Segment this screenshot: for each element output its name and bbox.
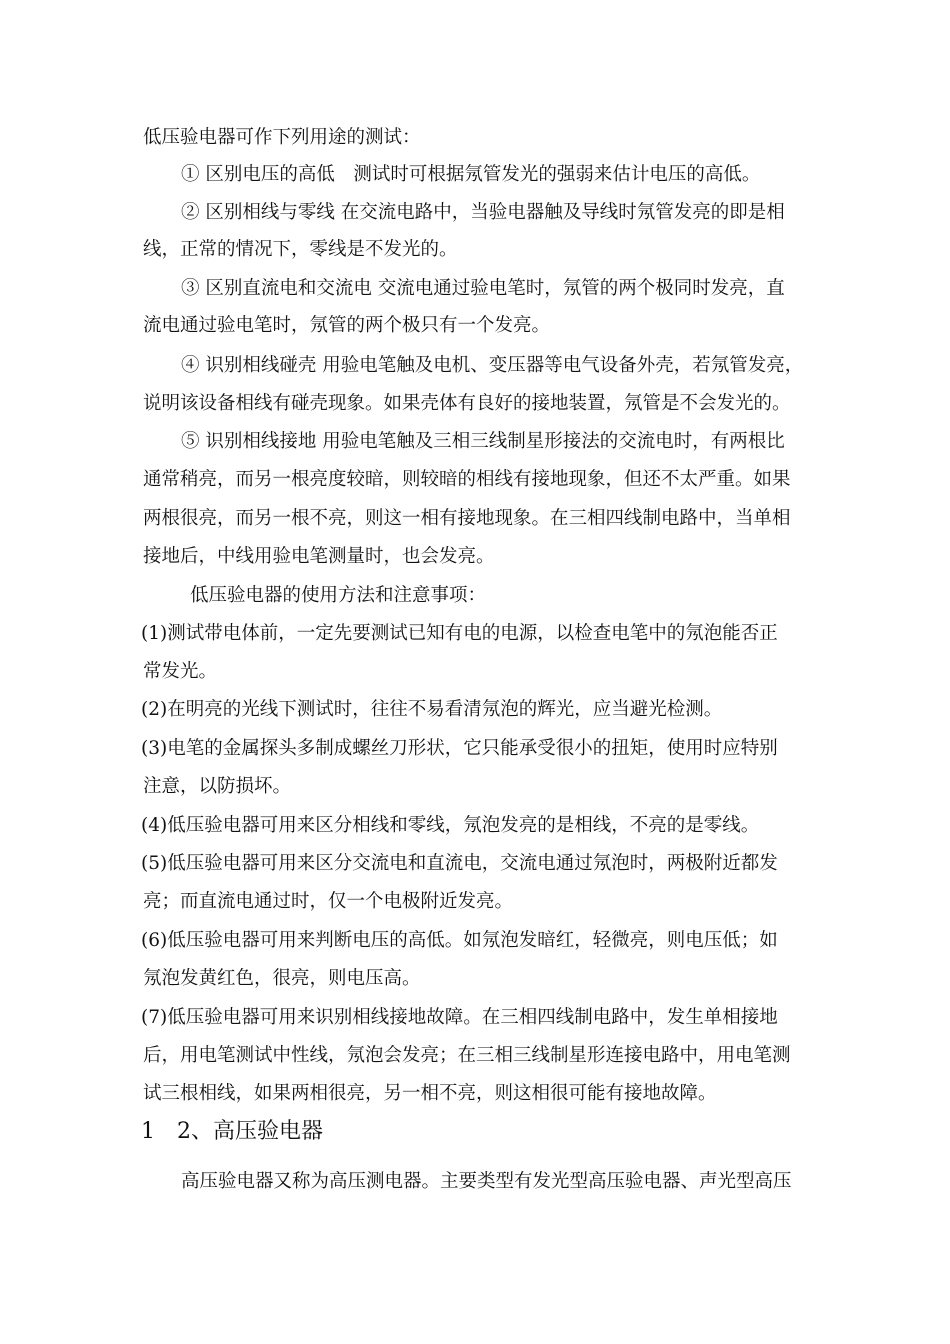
use-3-line-1: ③ 区别直流电和交流电 交流电通过验电笔时，氖管的两个极同时发亮，直	[181, 278, 785, 299]
note-3-line-2: 注意，以防损坏。	[143, 776, 292, 797]
use-5-line-1: ⑤ 识别相线接地 用验电笔触及三相三线制星形接法的交流电时，有两根比	[181, 431, 785, 452]
note-1-line-1: (1)测试带电体前，一定先要测试已知有电的电源，以检查电笔中的氖泡能否正	[141, 623, 778, 644]
use-5-line-3: 两根很亮，而另一根不亮，则这一相有接地现象。在三相四线制电路中，当单相	[143, 508, 791, 529]
note-6-line-2: 氖泡发黄红色，很亮，则电压高。	[143, 968, 421, 989]
note-7-line-3: 试三根相线，如果两相很亮，另一相不亮，则这相很可能有接地故障。	[143, 1083, 717, 1104]
note-3-line-1: (3)电笔的金属探头多制成螺丝刀形状，它只能承受很小的扭矩，使用时应特别	[141, 738, 778, 759]
section-number: 1 2、	[141, 1119, 213, 1144]
note-2-line-1: (2)在明亮的光线下测试时，往往不易看清氖泡的辉光，应当避光检测。	[141, 699, 723, 720]
use-5-line-4: 接地后，中线用验电笔测量时，也会发亮。	[143, 546, 495, 567]
note-7-line-2: 后，用电笔测试中性线，氖泡会发亮；在三相三线制星形连接电路中，用电笔测	[143, 1045, 791, 1066]
note-1-line-2: 常发光。	[143, 661, 218, 682]
use-3-line-2: 流电通过验电笔时，氖管的两个极只有一个发亮。	[143, 315, 551, 336]
note-5-line-2: 亮；而直流电通过时，仅一个电极附近发亮。	[143, 891, 514, 912]
intro-text: 低压验电器可作下列用途的测试：	[143, 127, 421, 148]
section-title: 高压验电器	[213, 1119, 324, 1144]
note-4-line-1: (4)低压验电器可用来区分相线和零线，氖泡发亮的是相线，不亮的是零线。	[141, 815, 760, 836]
use-5-line-2: 通常稍亮，而另一根亮度较暗，则较暗的相线有接地现象，但还不太严重。如果	[143, 469, 791, 490]
use-2-line-1: ② 区别相线与零线 在交流电路中，当验电器触及导线时氖管发亮的即是相	[181, 202, 785, 223]
notes-title: 低压验电器的使用方法和注意事项：	[190, 585, 487, 606]
use-1-line-1: ① 区别电压的高低 测试时可根据氖管发光的强弱来估计电压的高低。	[181, 164, 761, 185]
use-4-line-1: ④ 识别相线碰壳 用验电笔触及电机、变压器等电气设备外壳，若氖管发亮，	[181, 355, 804, 376]
use-4-line-2: 说明该设备相线有碰壳现象。如果壳体有良好的接地装置，氖管是不会发光的。	[143, 393, 791, 414]
note-5-line-1: (5)低压验电器可用来区分交流电和直流电，交流电通过氖泡时，两极附近都发	[141, 853, 778, 874]
note-7-line-1: (7)低压验电器可用来识别相线接地故障。在三相四线制电路中，发生单相接地	[141, 1007, 778, 1028]
use-2-line-2: 线，正常的情况下，零线是不发光的。	[143, 239, 458, 260]
section-heading	[141, 1120, 323, 1144]
note-6-line-1: (6)低压验电器可用来判断电压的高低。如氖泡发暗红，轻微亮，则电压低；如	[141, 930, 778, 951]
section-paragraph: 高压验电器又称为高压测电器。主要类型有发光型高压验电器、声光型高压	[181, 1171, 792, 1192]
